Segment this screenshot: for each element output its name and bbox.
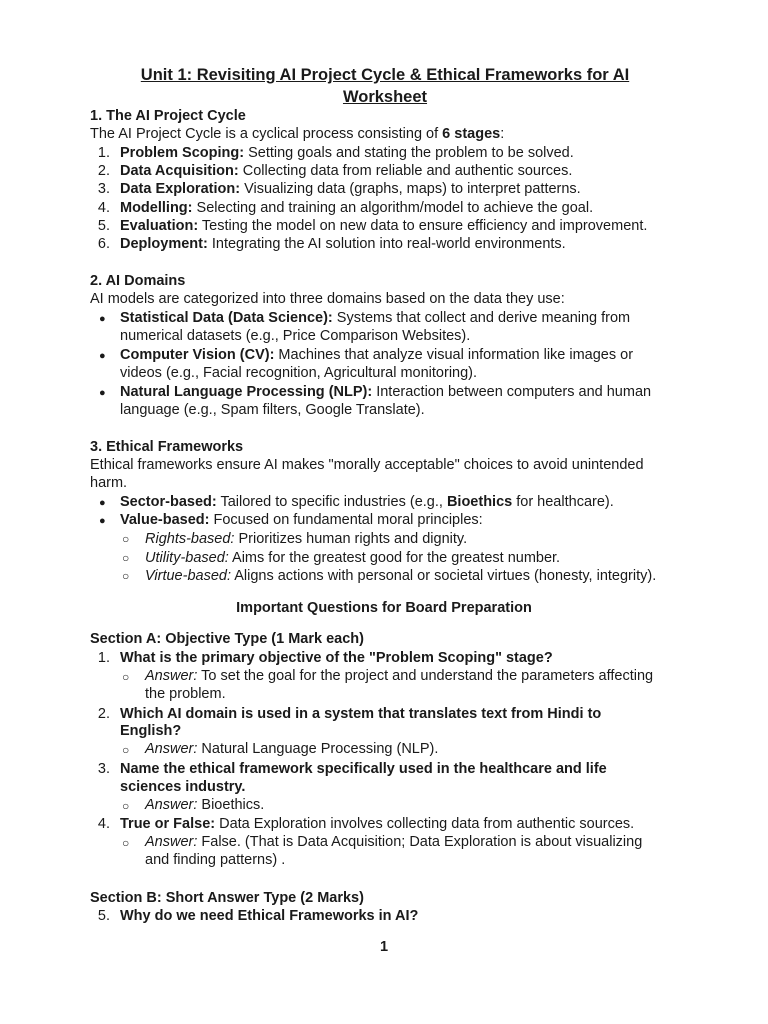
section-a-heading: Section A: Objective Type (1 Mark each): [90, 631, 364, 647]
section-2-heading: 2. AI Domains: [90, 273, 186, 289]
list-item: Statistical Data (Data Science): Systems that collect and derive meaning from: [120, 310, 631, 326]
sub-list-item: Virtue-based: Aligns actions with personal or societal virtues (honesty, integrity).: [145, 568, 657, 584]
list-item: Sector-based: Tailored to specific industries (e.g., Bioethics for healthcare).: [120, 494, 614, 510]
list-item: Value-based: Focused on fundamental moral principles:: [120, 512, 483, 528]
circle-bullet-icon: ○: [122, 743, 130, 757]
question-continuation: English?: [120, 723, 182, 739]
sub-list-item: Utility-based: Aims for the greatest good for the greatest number.: [145, 550, 561, 566]
question-continuation: sciences industry.: [120, 779, 246, 795]
section-1-intro: The AI Project Cycle is a cyclical process consisting of 6 stages:: [90, 126, 505, 142]
title-line-2: Worksheet: [342, 88, 428, 106]
important-questions-heading: Important Questions for Board Preparation: [236, 600, 532, 616]
circle-bullet-icon: ○: [122, 799, 130, 813]
answer-continuation: the problem.: [145, 686, 226, 702]
answer-continuation: and finding patterns) .: [145, 852, 286, 868]
circle-bullet-icon: ○: [122, 569, 130, 583]
section-3-heading: 3. Ethical Frameworks: [90, 439, 244, 455]
sub-list-item: Rights-based: Prioritizes human rights and dignity.: [145, 531, 468, 547]
bullet-icon: ●: [99, 350, 106, 362]
title-line-1: Unit 1: Revisiting AI Project Cycle & Ethical Frameworks for AI: [140, 66, 630, 84]
answer-item: Answer: False. (That is Data Acquisition; Data Exploration is about visualizing: [145, 834, 643, 850]
page-number: 1: [379, 939, 389, 955]
bullet-icon: ●: [99, 387, 106, 399]
bullet-icon: ●: [99, 497, 106, 509]
list-item-continuation: language (e.g., Spam filters, Google Translate).: [120, 402, 425, 418]
answer-item: Answer: Bioethics.: [145, 797, 265, 813]
document-page: Unit 1: Revisiting AI Project Cycle & Ethical Frameworks for AI Worksheet 1. The AI Project Cycle The AI Project Cycle is a cyclical process consisting of 6 stages: 1. Problem Scoping: Setting goals and stating the problem to be solved. 2. Data Acquisition: Collecting data from reliable and authentic sources. 3. Data Exploration: Visualizing data (graphs, maps) to interpret patterns. 4. Modelling: Selecting and training an algorithm/model to achieve the goal. 5. Evaluation: Testing the model on new data to ensure efficiency and improvement. 6. Deployment: Integrating the AI solution into real-world environments. 2. AI Domains AI models are categorized into three domains based on the data they use: ● Statistical Data (Data Science): Systems that collect and derive meaning from numerical datasets (e.g., Price Comparison Websites). ● Computer Vision (CV): Machines that analyze visual information like images or videos (e.g., Facial recognition, Agricultural monitoring). ● Natural Language Processing (NLP): Interaction between computers and human language (e.g., Spam filters, Google Translate). 3. Ethical Frameworks Ethical frameworks ensure AI makes "morally acceptable" choices to avoid unintended harm. ● Sector-based: Tailored to specific industries (e.g., Bioethics for healthcare). ● Value-based: Focused on fundamental moral principles: ○ Rights-based: Prioritizes human rights and dignity. ○ Utility-based: Aims for the greatest good for the greatest number. ○ Virtue-based: Aligns actions with personal or societal virtues (honesty, integrity). Important Questions for Board Preparation Section A: Objective Type (1 Mark each) 1. What is the primary objective of the "Problem Scoping" stage? ○ Answer: To set the goal for the project and understand the parameters affecting the problem. 2. Which AI domain is used in a system that translates text from Hindi to English? ○ Answer: Natural Language Processing (NLP). 3. Name the ethical framework specifically used in the healthcare and life sciences industry. ○ Answer: Bioethics. 4. True or False: Data Exploration involves collecting data from authentic sources. ○ Answer: False. (That is Data Acquisition; Data Exploration is about visualizing and finding patterns) . Section B: Short Answer Type (2 Marks) 5. Why do we need Ethical Frameworks in AI? 1: [0, 0, 768, 1024]
circle-bullet-icon: ○: [122, 532, 130, 546]
section-b-heading: Section B: Short Answer Type (2 Marks): [90, 890, 364, 906]
answer-item: Answer: Natural Language Processing (NLP).: [145, 741, 439, 757]
section-3-intro: Ethical frameworks ensure AI makes "morally acceptable" choices to avoid unintended: [90, 457, 644, 473]
circle-bullet-icon: ○: [122, 836, 130, 850]
list-item-continuation: numerical datasets (e.g., Price Comparison Websites).: [120, 328, 471, 344]
list-item: Computer Vision (CV): Machines that analyze visual information like images or: [120, 347, 634, 363]
bullet-icon: ●: [99, 515, 106, 527]
circle-bullet-icon: ○: [122, 551, 130, 565]
document-title: [90, 64, 680, 108]
list-item: Natural Language Processing (NLP): Interaction between computers and human: [120, 384, 652, 400]
list-item-continuation: videos (e.g., Facial recognition, Agricultural monitoring).: [120, 365, 478, 381]
section-2-intro: AI models are categorized into three domains based on the data they use:: [90, 291, 565, 307]
section-3-intro-continuation: harm.: [90, 475, 128, 491]
bullet-icon: ●: [99, 313, 106, 325]
answer-item: Answer: To set the goal for the project and understand the parameters affecting: [145, 668, 654, 684]
circle-bullet-icon: ○: [122, 670, 130, 684]
section-1-heading: 1. The AI Project Cycle: [90, 108, 246, 124]
